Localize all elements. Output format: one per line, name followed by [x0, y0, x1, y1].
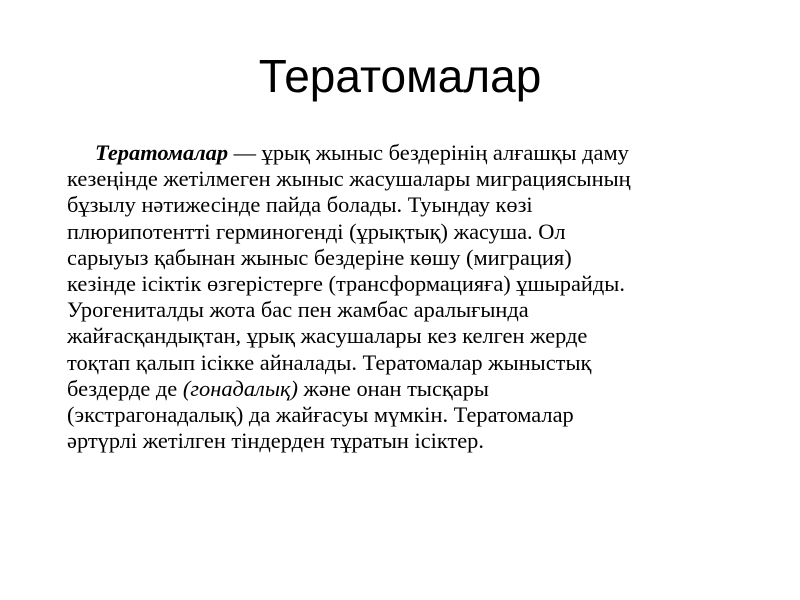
text-line	[67, 140, 743, 166]
text-line: сарыуыз қабынан жыныс бездеріне көшу (миграция)	[67, 244, 572, 270]
text-segment: және онан тысқары	[297, 375, 489, 401]
text-line: кезеңінде жетілмеген жыныс жасушалары миграциясының	[67, 166, 631, 192]
text-line: жайғасқандықтан, ұрық жасушалары кез келген жерде	[67, 323, 588, 349]
text-line: (экстрагонадалық) да жайғасуы мүмкін. Тератомалар	[67, 402, 574, 428]
text-line: плюрипотентті герминогенді (ұрықтық) жасуша. Ол	[67, 218, 566, 244]
text-line: әртүрлі жетілген тіндерден тұратын ісіктер.	[67, 428, 484, 454]
slide-body-paragraph	[67, 140, 743, 454]
text-line: кезінде ісіктік өзгерістерге (трансформацияға) ұшырайды.	[67, 271, 625, 297]
slide-title: Тератомалар	[258, 50, 542, 102]
text-segment: — ұрық жыныс бездерінің алғашқы даму	[228, 140, 629, 165]
text-line: бұзылу нәтижесінде пайда болады. Туындау көзі	[67, 192, 533, 218]
text-line: Урогениталды жота бас пен жамбас аралығында	[67, 297, 529, 323]
gonadal-italic-term: (гонадалық)	[182, 375, 298, 401]
term-teratomas: Тератомалар	[95, 140, 229, 165]
text-line: тоқтап қалып ісікке айналады. Тератомалар жыныстық	[67, 349, 592, 375]
text-segment: бездерде де	[67, 375, 183, 401]
text-line	[67, 376, 743, 402]
